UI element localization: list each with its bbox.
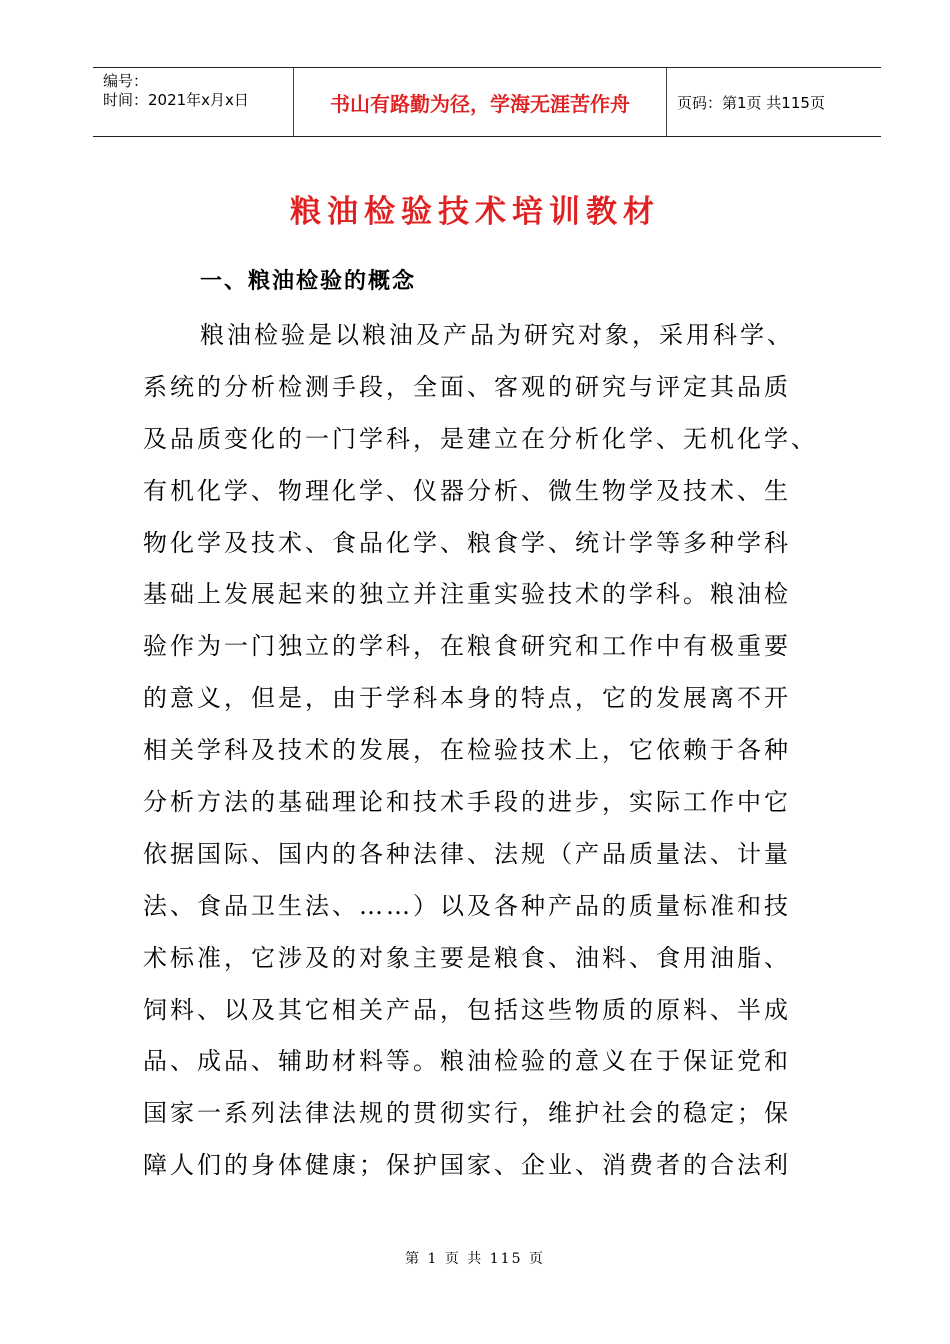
- body-line: 的意义，但是，由于学科本身的特点，它的发展离不开: [143, 684, 791, 713]
- header-page-info: 页码：第1页 共115页: [677, 93, 825, 112]
- number-label: 编号：: [103, 72, 149, 90]
- header-meta: [93, 68, 294, 136]
- body-line: 分析方法的基础理论和技术手段的进步，实际工作中它: [143, 788, 791, 817]
- body-line: 依据国际、国内的各种法律、法规（产品质量法、计量: [143, 839, 791, 868]
- body-line: 粮油检验是以粮油及产品为研究对象，采用科学、: [200, 321, 794, 349]
- page-number-footer: 第 1 页 共 115 页: [405, 1251, 545, 1267]
- body-line: 系统的分析检测手段，全面、客观的研究与评定其品质: [143, 372, 791, 401]
- body-line: 相关学科及技术的发展，在检验技术上，它依赖于各种: [143, 736, 791, 765]
- body-line: 验作为一门独立的学科，在粮食研究和工作中有极重要: [143, 632, 791, 661]
- body-text: [143, 310, 843, 1192]
- document-title: 粮油检验技术培训教材: [290, 194, 660, 230]
- section-heading: 一、粮油检验的概念: [200, 269, 417, 294]
- header-motto: 书山有路勤为径，学海无涯苦作舟: [294, 68, 667, 136]
- document-header: [93, 67, 881, 137]
- body-line: 国家一系列法律法规的贯彻实行，维护社会的稳定；保: [143, 1099, 791, 1128]
- time-label: 时间：2021年x月x日: [103, 91, 249, 109]
- body-line: 有机化学、物理化学、仪器分析、微生物学及技术、生: [143, 476, 791, 505]
- body-line: 饲料、以及其它相关产品，包括这些物质的原料、半成: [143, 995, 791, 1024]
- body-line: 障人们的身体健康；保护国家、企业、消费者的合法利: [143, 1151, 791, 1180]
- body-line: 术标准，它涉及的对象主要是粮食、油料、食用油脂、: [143, 943, 791, 972]
- body-line: 品、成品、辅助材料等。粮油检验的意义在于保证党和: [143, 1047, 791, 1076]
- body-line: 物化学及技术、食品化学、粮食学、统计学等多种学科: [143, 528, 791, 557]
- body-line: 法、食品卫生法、……）以及各种产品的质量标准和技: [143, 891, 791, 920]
- body-line: 基础上发展起来的独立并注重实验技术的学科。粮油检: [143, 580, 791, 609]
- body-line: 及品质变化的一门学科，是建立在分析化学、无机化学、: [143, 424, 818, 453]
